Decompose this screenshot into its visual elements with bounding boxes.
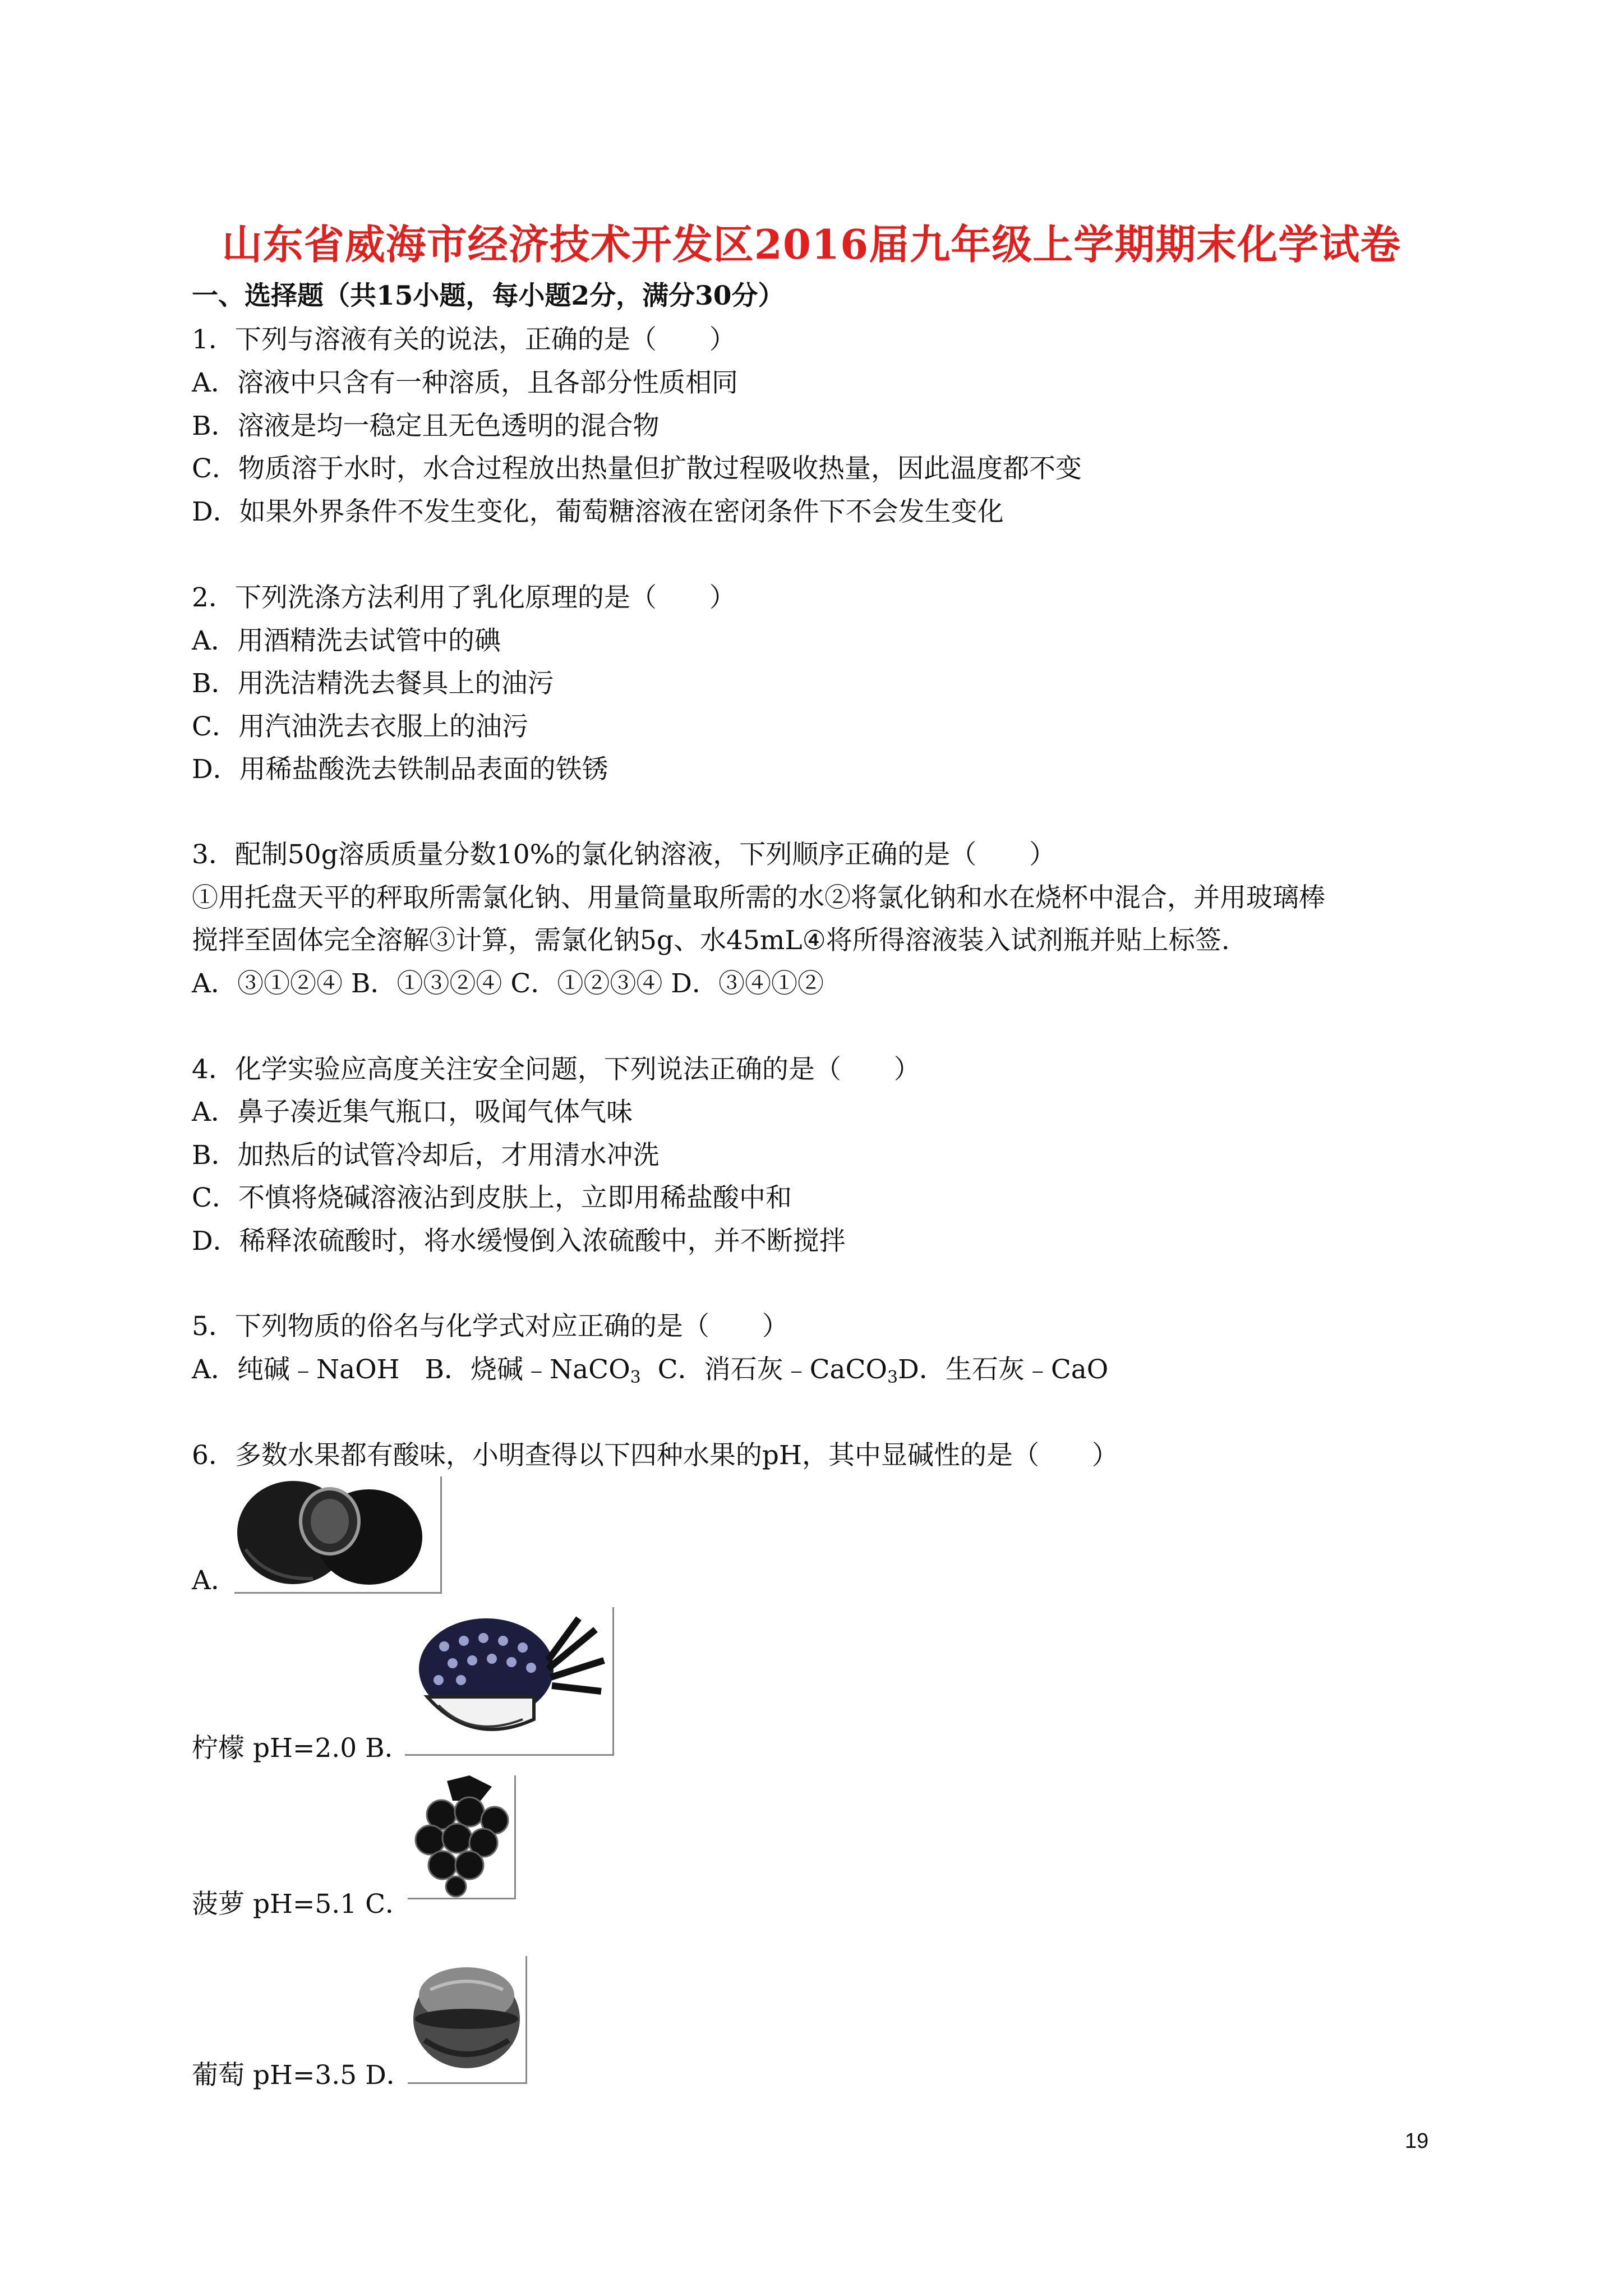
question-6-stem: 6．多数水果都有酸味，小明查得以下四种水果的pH，其中显碱性的是（ ） <box>192 1440 1118 1471</box>
page-title: 山东省威海市经济技术开发区2016届九年级上学期期末化学试卷 <box>222 220 1401 268</box>
question-1-option-b: B．溶液是均一稳定且无色透明的混合物 <box>192 411 660 441</box>
question-3-body-line-1: ①用托盘天平的秤取所需氯化钠、用量筒量取所需的水②将氯化钠和水在烧杯中混合，并用玻璃棒 <box>192 882 1325 913</box>
question-4-option-a: A．鼻子凑近集气瓶口，吸闻气体气味 <box>192 1097 633 1128</box>
question-1-option-a: A．溶液中只含有一种溶质，且各部分性质相同 <box>192 367 738 398</box>
question-2-stem: 2．下列洗涤方法利用了乳化原理的是（ ） <box>192 582 736 613</box>
question-2-option-b: B．用洗洁精洗去餐具上的油污 <box>192 668 554 699</box>
pineapple-icon <box>405 1607 614 1756</box>
question-5-option-d: D．生石灰﹣CaO <box>898 1354 1109 1385</box>
question-2-option-a: A．用酒精洗去试管中的碘 <box>192 625 501 656</box>
question-4-option-c: C．不慎将烧碱溶液沾到皮肤上，立即用稀盐酸中和 <box>192 1182 792 1213</box>
question-1-stem: 1．下列与溶液有关的说法，正确的是（ ） <box>192 324 736 355</box>
section-heading: 一、选择题（共15小题，每小题2分，满分30分） <box>192 280 785 311</box>
question-6-line-pineapple: 菠萝 pH=5.1 C． <box>192 1889 412 1920</box>
question-1-option-c: C．物质溶于水时，水合过程放出热量但扩散过程吸收热量，因此温度都不变 <box>192 453 1082 484</box>
page-number: 19 <box>1405 2129 1429 2153</box>
walnut-icon <box>408 1956 527 2084</box>
question-6-option-a-label: A． <box>192 1565 237 1596</box>
question-4-option-b: B．加热后的试管冷却后，才用清水冲洗 <box>192 1140 660 1171</box>
question-5-options <box>192 1353 1108 1387</box>
question-3-body-line-2: 搅拌至固体完全溶解③计算，需氯化钠5g、水45mL④将所得溶液装入试剂瓶并贴上标签. <box>192 925 1230 956</box>
question-3-options: A．③①②④ B．①③②④ C．①②③④ D．③④①② <box>192 968 824 999</box>
question-5-option-c: C．消石灰﹣CaCO$_3$ <box>657 1354 898 1387</box>
question-2-option-c: C．用汽油洗去衣服上的油污 <box>192 711 528 742</box>
grape-icon <box>408 1775 516 1899</box>
question-1-option-d: D．如果外界条件不发生变化，葡萄糖溶液在密闭条件下不会发生变化 <box>192 496 1004 527</box>
question-2-option-d: D．用稀盐酸洗去铁制品表面的铁锈 <box>192 754 608 785</box>
question-6-line-grape: 葡萄 pH=3.5 D． <box>192 2060 413 2091</box>
question-5-option-a: A．纯碱﹣NaOH <box>192 1354 400 1385</box>
question-3-stem: 3．配制50g溶质质量分数10%的氯化钠溶液，下列顺序正确的是（ ） <box>192 839 1056 870</box>
question-6-line-lemon: 柠檬 pH=2.0 B． <box>192 1733 411 1764</box>
question-4-option-d: D．稀释浓硫酸时，将水缓慢倒入浓硫酸中，并不断搅拌 <box>192 1226 846 1257</box>
lemon-icon <box>234 1476 442 1594</box>
question-5-stem: 5．下列物质的俗名与化学式对应正确的是（ ） <box>192 1311 789 1342</box>
question-5-option-b: B．烧碱﹣NaCO$_3$ <box>425 1354 641 1387</box>
question-4-stem: 4．化学实验应高度关注安全问题，下列说法正确的是（ ） <box>192 1054 920 1085</box>
